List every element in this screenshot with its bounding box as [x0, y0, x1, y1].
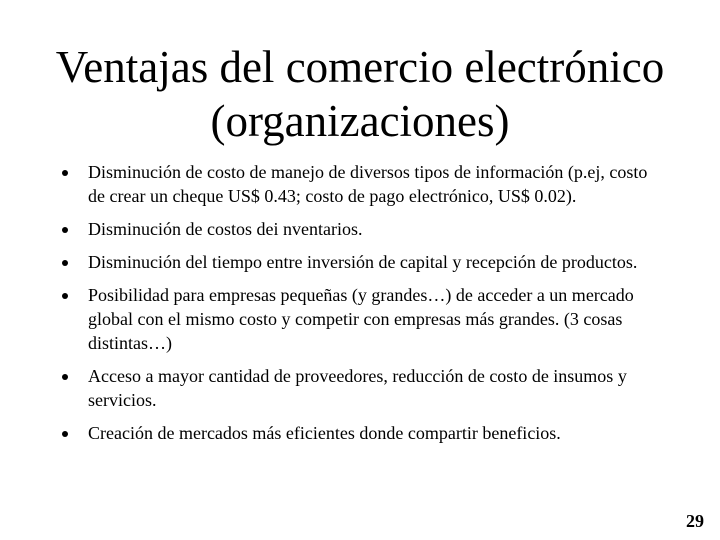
- bullet-item: [60, 160, 660, 208]
- slide-title-line-1: Ventajas del comercio electrónico: [55, 42, 665, 92]
- bullet-dot-icon: [62, 374, 68, 380]
- bullet-item: [60, 364, 660, 412]
- bullet-dot-icon: [62, 431, 68, 437]
- bullet-text: Disminución de costo de manejo de diversos tipos de información (p.ej, costo de crear un cheque US$ 0.43; costo de pago electrónico, US$ 0.02).: [88, 162, 648, 206]
- bullet-text: Disminución de costos dei nventarios.: [88, 219, 363, 239]
- slide-title: [40, 40, 680, 148]
- bullet-text: Creación de mercados más eficientes donde compartir beneficios.: [88, 423, 561, 443]
- bullet-text: Posibilidad para empresas pequeñas (y grandes…) de acceder a un mercado global con el mismo costo y competir con empresas más grandes. (3 cosas distintas…): [88, 285, 634, 353]
- bullet-dot-icon: [62, 260, 68, 266]
- bullet-dot-icon: [62, 170, 68, 176]
- bullet-dot-icon: [62, 293, 68, 299]
- page-number: 29: [686, 511, 704, 531]
- bullet-item: [60, 217, 660, 241]
- bullet-text: Acceso a mayor cantidad de proveedores, reducción de costo de insumos y servicios.: [88, 366, 627, 410]
- slide-title-line-2: (organizaciones): [210, 96, 510, 146]
- bullet-item: [60, 283, 660, 355]
- bullet-text: Disminución del tiempo entre inversión de capital y recepción de productos.: [88, 252, 638, 272]
- bullet-dot-icon: [62, 227, 68, 233]
- bullet-item: [60, 421, 660, 445]
- bullet-item: [60, 250, 660, 274]
- bullet-list: [60, 160, 660, 454]
